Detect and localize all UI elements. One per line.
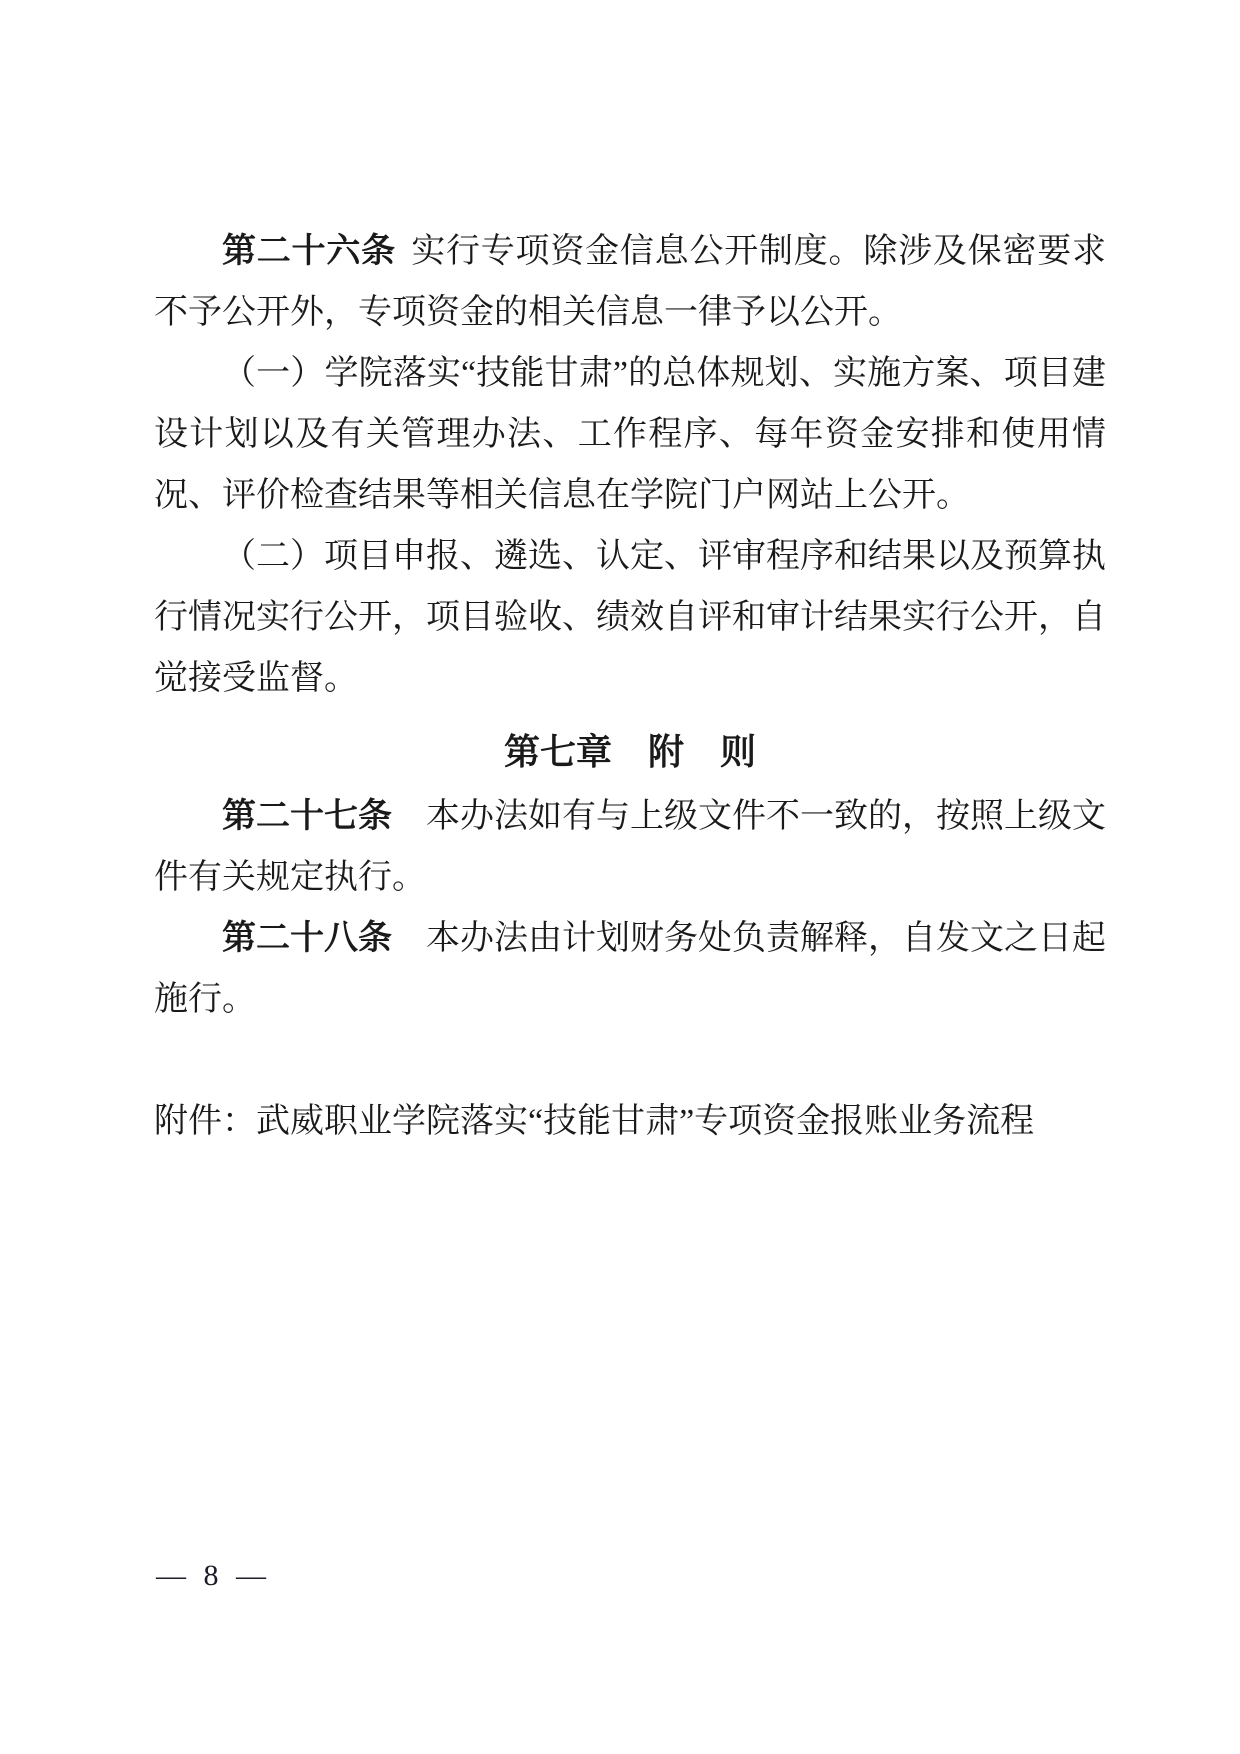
article-26-text: 实行专项资金信息公开制度。除涉及保密要求不予公开外，专项资金的相关信息一律予以公开。 bbox=[154, 233, 1107, 331]
attachment-note: 附件：武威职业学院落实“技能甘肃”专项资金报账业务流程 bbox=[154, 1103, 1035, 1140]
article-27-term: 第二十七条 bbox=[222, 798, 392, 835]
paragraph-item-2 bbox=[154, 526, 1106, 709]
document-body bbox=[154, 221, 1106, 1152]
paragraph-article-27 bbox=[154, 786, 1106, 908]
item-1-text: （一）学院落实“技能甘肃”的总体规划、实施方案、项目建设计划以及有关管理办法、工作程序、每年资金安排和使用情况、评价检查结果等相关信息在学院门户网站上公开。 bbox=[154, 355, 1106, 514]
item-2-text: （二）项目申报、遴选、认定、评审程序和结果以及预算执行情况实行公开，项目验收、绩效自评和审计结果实行公开，自觉接受监督。 bbox=[154, 538, 1106, 697]
article-28-text: 本办法由计划财务处负责解释，自发文之日起施行。 bbox=[154, 920, 1106, 1018]
page-number: — 8 — bbox=[156, 1559, 271, 1592]
paragraph-article-28 bbox=[154, 908, 1106, 1030]
paragraph-article-26 bbox=[154, 221, 1106, 343]
article-26-term: 第二十六条 bbox=[222, 233, 396, 270]
chapter-heading: 第七章 附 则 bbox=[503, 732, 756, 772]
article-27-text: 本办法如有与上级文件不一致的，按照上级文件有关规定执行。 bbox=[154, 798, 1106, 896]
article-28-term: 第二十八条 bbox=[222, 920, 392, 957]
paragraph-item-1 bbox=[154, 343, 1106, 526]
